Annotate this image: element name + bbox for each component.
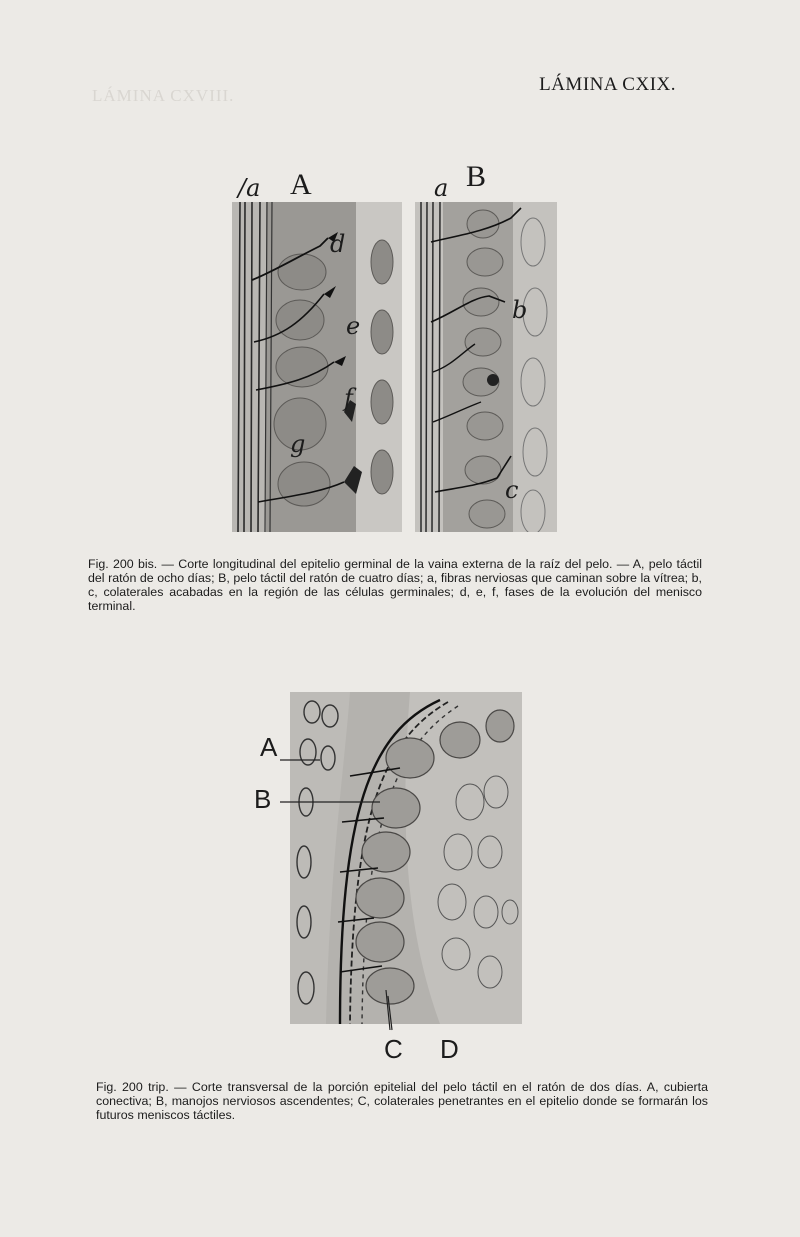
panel-a-label-g: g	[290, 430, 306, 458]
panel-a-label-d: d	[330, 230, 346, 258]
panel-b-label-c: c	[505, 476, 519, 504]
figure-1-caption: Fig. 200 bis. — Corte longitudinal del epitelio germinal de la vaina externa de la raíz del pelo. — A, pelo táctil del ratón de ocho días; B, pelo táctil del ratón de cuatro días; a, fibras nerviosas que caminan sobre la vítrea; b, c, colaterales acabadas en la región de las células germinales; d, e, f, fases de la evolución del menisco terminal.	[88, 557, 702, 613]
panel-b-label-b: b	[512, 296, 528, 324]
panel-a-fiber-label: /a	[238, 174, 261, 202]
figure-2-label-d: D	[440, 1034, 459, 1064]
panel-a-micrograph	[232, 202, 402, 532]
panel-a-letter: A	[290, 168, 312, 201]
panel-b-letter: B	[466, 160, 487, 193]
panel-b-fiber-label: a	[434, 174, 449, 202]
figure-2-label-b: B	[254, 784, 272, 814]
panel-b-micrograph	[415, 202, 557, 532]
ghost-header: LÁMINA CXVIII.	[92, 86, 235, 105]
panel-a-label-e: e	[346, 312, 361, 340]
figure-2-label-a: A	[260, 732, 278, 762]
figure-2-leader-lines	[260, 730, 400, 1060]
figure-2-label-c: C	[384, 1034, 403, 1064]
page-header: LÁMINA CXIX.	[539, 74, 676, 95]
panel-a-label-f: f	[344, 384, 353, 412]
figure-2-caption: Fig. 200 trip. — Corte transversal de la porción epitelial del pelo táctil en el ratón de dos días. A, cubierta conectiva; B, manojos nerviosos ascendentes; C, colaterales penetrantes en el epitelio donde se formarán los futuros meniscos táctiles.	[96, 1080, 708, 1122]
